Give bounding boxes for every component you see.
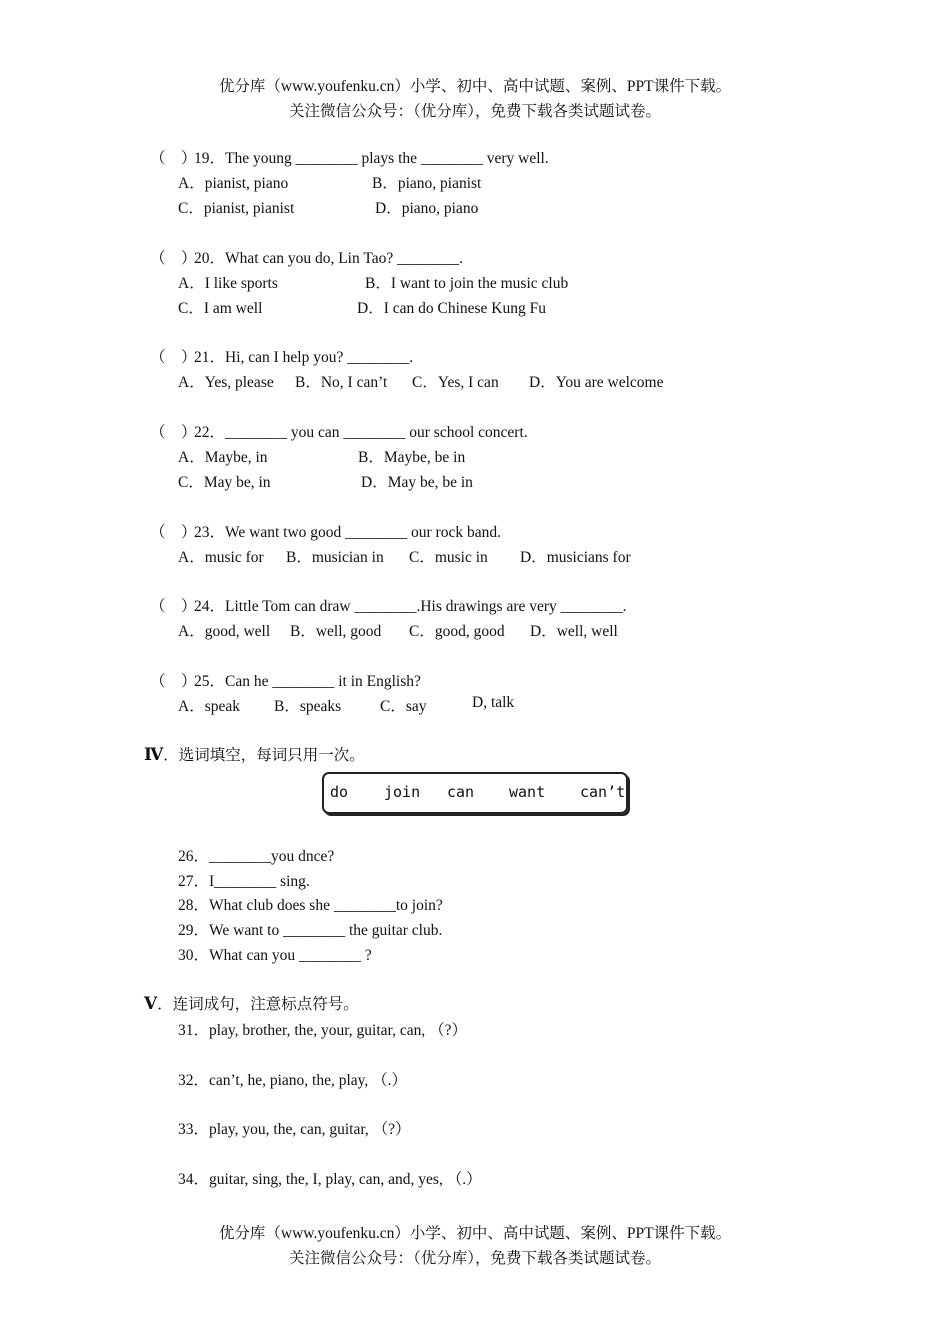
- option-25-b: B．speaks: [274, 698, 342, 715]
- option-25-a: A．speak: [178, 698, 240, 715]
- answer-bracket: （ ）: [150, 524, 197, 541]
- option-22-a: A．Maybe, in: [178, 449, 268, 466]
- question-24: 24．Little Tom can draw ________.His drawings are very ________.: [194, 598, 627, 615]
- option-21-c: C．Yes, I can: [412, 374, 499, 391]
- answer-bracket: （ ）: [150, 349, 197, 366]
- order-item-32: 32．can’t, he, piano, the, play, （.）: [178, 1072, 408, 1089]
- option-20-a: A．I like sports: [178, 275, 278, 292]
- answer-bracket: （ ）: [150, 673, 197, 690]
- order-item-34: 34．guitar, sing, the, I, play, can, and, yes, （.）: [178, 1171, 482, 1188]
- option-23-b: B．musician in: [286, 549, 384, 566]
- question-25: 25．Can he ________ it in English?: [194, 673, 421, 690]
- word-bank-box: [322, 772, 628, 814]
- section-5-heading: [144, 992, 359, 1014]
- option-24-c: C．good, good: [409, 623, 505, 640]
- answer-bracket: （ ）: [150, 598, 197, 615]
- order-item-33: 33．play, you, the, can, guitar, （?）: [178, 1121, 411, 1138]
- word-bank-word: want: [509, 783, 546, 801]
- question-21: 21．Hi, can I help you? ________.: [194, 349, 414, 366]
- footer-line-2: 关注微信公众号：（优分库），免费下载各类试题试卷。: [288, 1250, 661, 1267]
- option-20-c: C．I am well: [178, 300, 263, 317]
- option-20-d: D．I can do Chinese Kung Fu: [357, 300, 546, 317]
- question-22: 22．________ you can ________ our school concert.: [194, 424, 528, 441]
- section-5-title: ．连词成句，注意标点符号。: [157, 996, 359, 1013]
- question-20: 20．What can you do, Lin Tao? ________.: [194, 250, 463, 267]
- fill-item-30: 30．What can you ________ ?: [178, 947, 372, 964]
- option-21-d: D．You are welcome: [529, 374, 664, 391]
- option-24-b: B．well, good: [290, 623, 382, 640]
- option-23-a: A．music for: [178, 549, 264, 566]
- order-item-31: 31．play, brother, the, your, guitar, can, （?）: [178, 1022, 467, 1039]
- section-4-heading: [144, 743, 365, 765]
- question-23: 23．We want two good ________ our rock band.: [194, 524, 501, 541]
- option-19-b: B．piano, pianist: [372, 175, 482, 192]
- word-bank-word: do: [330, 783, 349, 801]
- option-23-c: C．music in: [409, 549, 488, 566]
- section-4-title: ．选词填空，每词只用一次。: [163, 747, 365, 764]
- option-23-d: D．musicians for: [520, 549, 631, 566]
- question-19: 19．The young ________ plays the ________ very well.: [194, 150, 549, 167]
- option-19-d: D．piano, piano: [375, 200, 479, 217]
- answer-bracket: （ ）: [150, 150, 197, 167]
- word-bank-word: can: [447, 783, 475, 801]
- footer-line-1: 优分库（www.youfenku.cn）小学、初中、高中试题、案例、PPT课件下载。: [218, 1225, 732, 1242]
- option-19-c: C．pianist, pianist: [178, 200, 295, 217]
- option-21-a: A．Yes, please: [178, 374, 274, 391]
- option-25-c: C．say: [380, 698, 427, 715]
- answer-bracket: （ ）: [150, 424, 197, 441]
- fill-item-26: 26．________you dnce?: [178, 848, 335, 865]
- option-20-b: B．I want to join the music club: [365, 275, 569, 292]
- fill-item-29: 29．We want to ________ the guitar club.: [178, 922, 443, 939]
- fill-item-28: 28．What club does she ________to join?: [178, 897, 443, 914]
- option-24-a: A．good, well: [178, 623, 271, 640]
- option-25-d: D, talk: [472, 694, 515, 711]
- option-24-d: D．well, well: [530, 623, 618, 640]
- fill-item-27: 27．I________ sing.: [178, 873, 310, 890]
- option-21-b: B．No, I can’t: [295, 374, 388, 391]
- word-bank-word: can’t: [580, 783, 626, 801]
- word-bank-word: join: [384, 783, 421, 801]
- option-22-b: B．Maybe, be in: [358, 449, 466, 466]
- header-line-1: 优分库（www.youfenku.cn）小学、初中、高中试题、案例、PPT课件下载。: [218, 78, 732, 95]
- answer-bracket: （ ）: [150, 250, 197, 267]
- section-5-numeral: Ⅴ: [144, 994, 158, 1013]
- header-line-2: 关注微信公众号：（优分库），免费下载各类试题试卷。: [288, 103, 661, 120]
- option-22-d: D．May be, be in: [361, 474, 473, 491]
- option-19-a: A．pianist, piano: [178, 175, 289, 192]
- section-4-numeral: Ⅳ: [144, 745, 164, 764]
- option-22-c: C．May be, in: [178, 474, 271, 491]
